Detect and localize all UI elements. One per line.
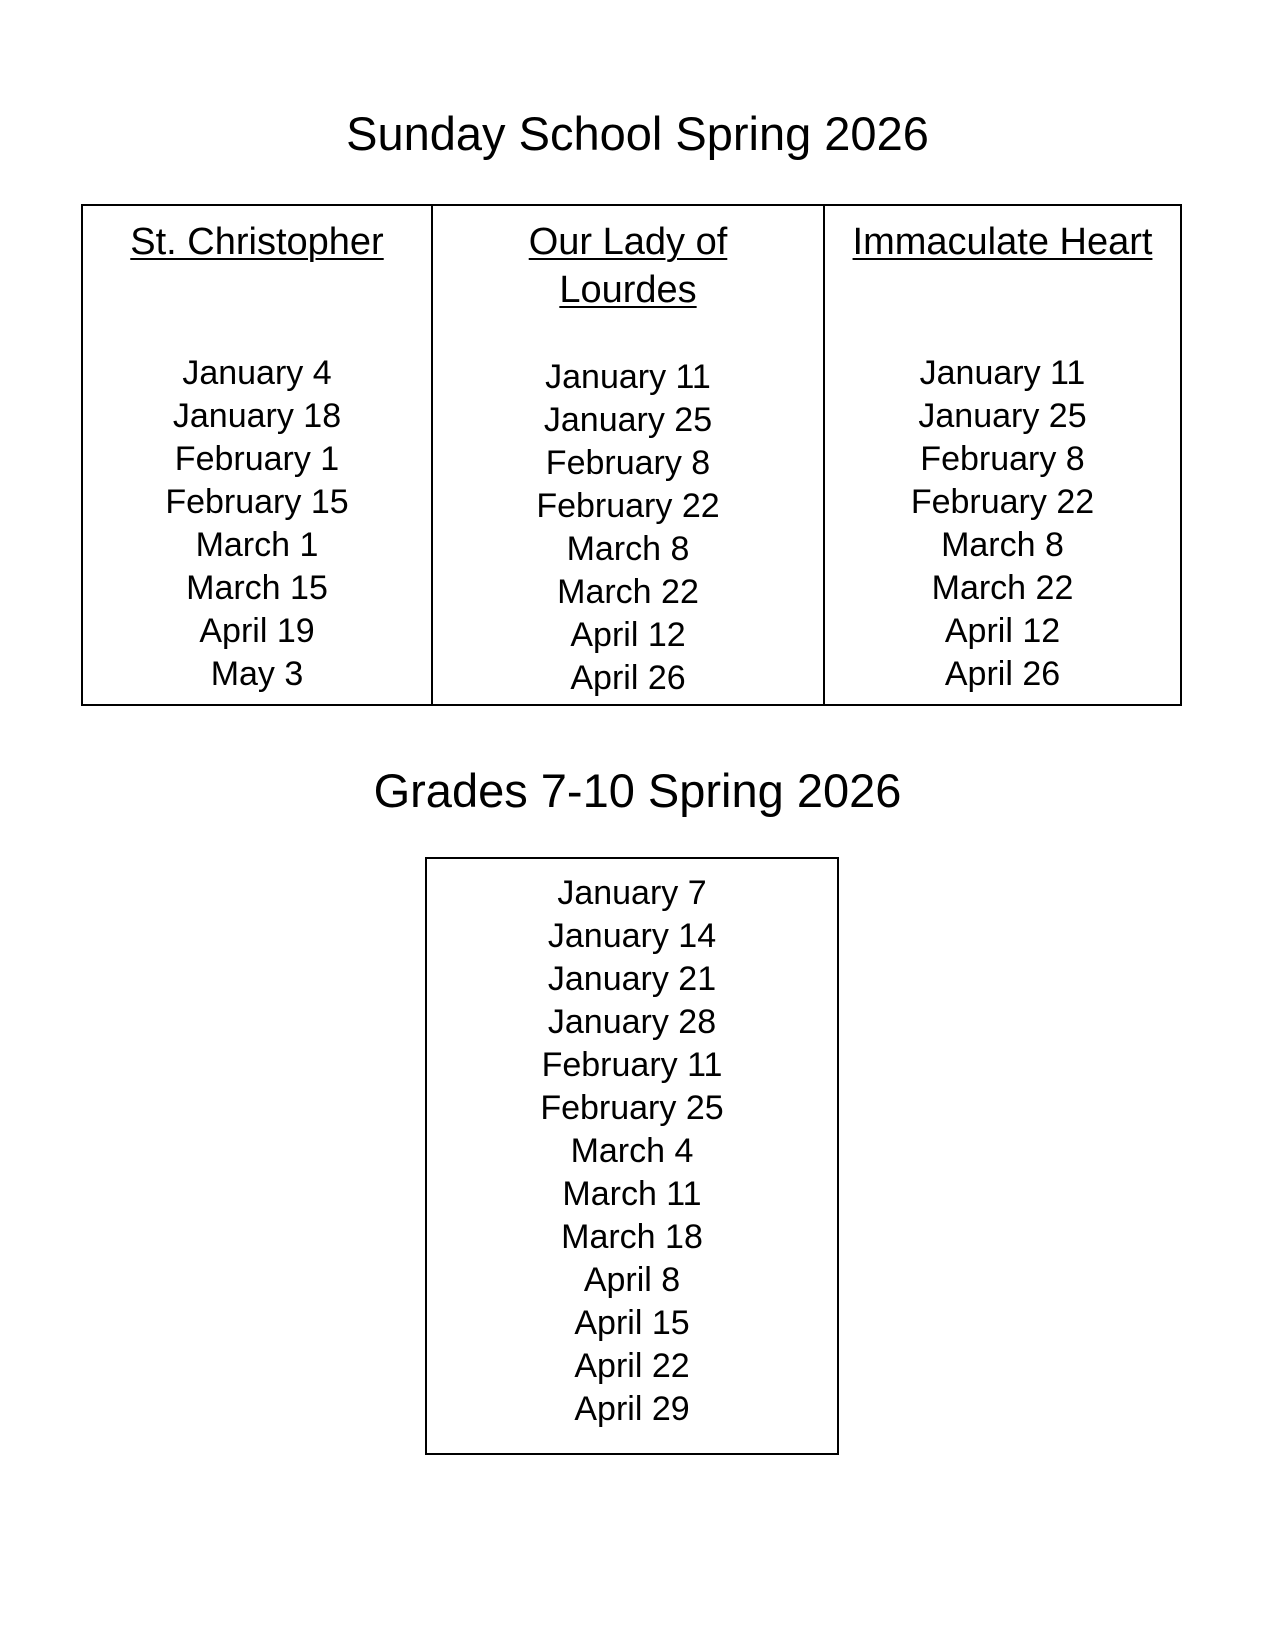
date-item: April 12: [570, 616, 686, 654]
date-list: [825, 352, 1180, 696]
date-item: April 22: [574, 1347, 690, 1385]
column-heading: Our Lady of Lourdes: [528, 221, 728, 311]
date-list: [433, 356, 823, 700]
column-st-christopher: [83, 206, 431, 704]
date-item: April 12: [944, 612, 1061, 650]
date-item: April 8: [583, 1261, 681, 1299]
date-item: February 22: [536, 487, 720, 525]
column-heading: St. Christopher: [130, 221, 384, 263]
date-item: February 8: [920, 440, 1085, 478]
date-item: March 15: [186, 569, 328, 607]
date-item: January 18: [172, 397, 342, 435]
date-list: [427, 872, 837, 1431]
date-item: January 14: [547, 917, 717, 955]
date-item: January 28: [547, 1003, 717, 1041]
column-heading: Immaculate Heart: [852, 221, 1153, 263]
date-item: February 25: [540, 1089, 724, 1127]
date-item: February 8: [545, 444, 711, 482]
date-item: January 21: [547, 960, 717, 998]
date-item: January 4: [182, 354, 332, 392]
date-item: March 11: [562, 1175, 702, 1213]
date-item: January 7: [557, 874, 707, 912]
date-item: February 11: [541, 1046, 723, 1084]
date-item: March 8: [566, 530, 690, 568]
date-item: March 8: [941, 526, 1064, 564]
date-item: January 11: [545, 358, 711, 396]
date-item: March 22: [557, 573, 699, 611]
date-item: April 29: [574, 1390, 690, 1428]
grades-schedule-box: [425, 857, 839, 1455]
grades-title: Grades 7-10 Spring 2026: [373, 764, 902, 817]
sunday-school-title: Sunday School Spring 2026: [346, 107, 929, 160]
date-item: April 26: [944, 655, 1061, 693]
column-our-lady-of-lourdes: [431, 206, 823, 704]
date-item: January 25: [543, 401, 713, 439]
date-item: April 15: [574, 1304, 690, 1342]
date-item: March 1: [195, 526, 319, 564]
date-item: April 19: [199, 612, 315, 650]
date-item: April 26: [570, 659, 686, 697]
date-item: February 22: [910, 483, 1095, 521]
date-item: January 11: [919, 354, 1086, 392]
date-list: [83, 352, 431, 696]
date-item: May 3: [210, 655, 304, 693]
date-item: March 18: [561, 1218, 703, 1256]
date-item: January 25: [918, 397, 1087, 435]
date-item: March 22: [931, 569, 1074, 607]
date-item: February 1: [174, 440, 340, 478]
date-item: February 15: [165, 483, 349, 521]
date-item: March 4: [570, 1132, 694, 1170]
sunday-school-table: [81, 204, 1182, 706]
column-immaculate-heart: [823, 206, 1180, 704]
